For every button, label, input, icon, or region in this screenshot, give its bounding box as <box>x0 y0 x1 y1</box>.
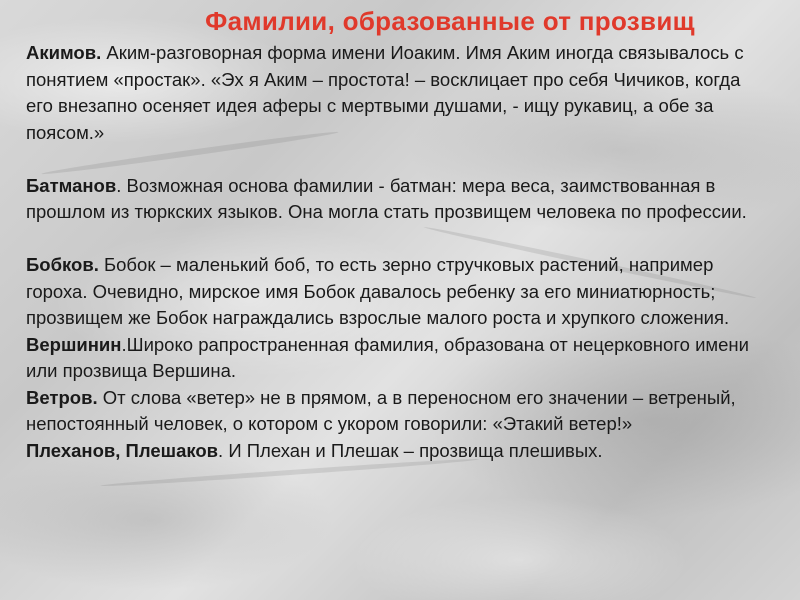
page-title: Фамилии, образованные от прозвищ <box>205 6 695 36</box>
entry-vetrov <box>26 385 766 438</box>
entry-text: . И Плехан и Плешак – прозвища плешивых. <box>218 439 603 461</box>
entry-text: От слова «ветер» не в прямом, а в переносном его значении – ветреный, непостоянный человек, о котором с укором говорили: «Этакий ветер!» <box>26 386 736 434</box>
entry-akimov <box>26 40 766 146</box>
paragraph-gap <box>26 146 766 173</box>
entry-term: Ветров. <box>26 386 98 408</box>
entry-term: Бобков. <box>26 254 99 275</box>
entry-term: Батманов <box>26 174 117 196</box>
entry-term: Плеханов, Плешаков <box>26 439 219 461</box>
entry-text: .Широко рапространенная фамилия, образована от нецерковного имени или прозвища Вершина. <box>26 333 749 381</box>
entry-term: Акимов. <box>26 42 102 63</box>
entry-text: Аким-разговорная форма имени Иоаким. Имя Аким иногда связывалось с понятием «простак». «Эх я Аким – простота! – восклицает про себя Чичиков, когда его внезапно осеняет идея аферы с мертвыми душами, - ищу рукавиц, а обе за поясом.» <box>26 42 744 143</box>
entry-plekhanov <box>26 438 766 465</box>
entry-text: . Возможная основа фамилии - батман: мера веса, заимствованная в прошлом из тюркских языков. Она могла стать прозвищем человека по профессии. <box>26 174 747 222</box>
paragraph-gap <box>26 226 766 253</box>
entry-bobkov <box>26 252 766 332</box>
entry-vershinin <box>26 332 766 385</box>
entry-batmanov <box>26 173 766 226</box>
entry-text: Бобок – маленький боб, то есть зерно стручковых растений, например гороха. Очевидно, мирское имя Бобок давалось ребенку за его миниатюрность; прозвищем же Бобок награждались взрослые малого роста и хрупкого сложения. <box>26 254 730 328</box>
entry-term: Вершинин <box>26 333 122 355</box>
document-body <box>26 40 766 464</box>
